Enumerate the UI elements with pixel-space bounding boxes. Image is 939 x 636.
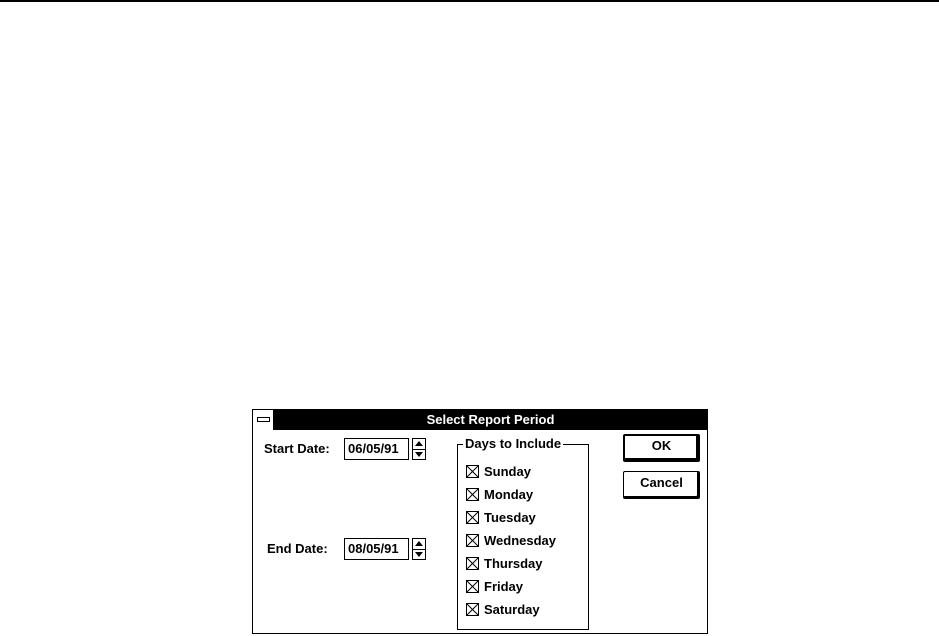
start-date-field[interactable]: 06/05/91 (344, 438, 409, 460)
checkbox-checked-icon[interactable] (466, 603, 479, 616)
days-to-include-group (457, 436, 589, 630)
select-report-period-dialog (252, 409, 708, 634)
checkbox-label: Monday (484, 487, 534, 502)
checkbox-checked-icon[interactable] (466, 580, 479, 593)
arrow-down-icon (415, 552, 423, 557)
dialog-titlebar[interactable] (253, 410, 707, 430)
checkbox-label: Sunday (484, 464, 531, 479)
arrow-up-icon (415, 441, 423, 446)
ok-button[interactable]: OK (623, 434, 700, 462)
checkbox-label: Thursday (484, 556, 543, 571)
start-date-label: Start Date: (264, 441, 330, 456)
end-date-label: End Date: (267, 541, 328, 556)
checkbox-label: Friday (484, 579, 524, 594)
cancel-button[interactable]: Cancel (623, 471, 700, 499)
checkbox-checked-icon[interactable] (466, 557, 479, 570)
checkbox-checked-icon[interactable] (466, 534, 479, 547)
start-date-spin-down-button[interactable] (413, 449, 425, 459)
end-date-field[interactable]: 08/05/91 (344, 538, 409, 560)
end-date-spin-down-button[interactable] (413, 549, 425, 559)
checkbox-label: Saturday (484, 602, 540, 617)
checkbox-label: Wednesday (484, 533, 557, 548)
dialog-title: Select Report Period (426, 412, 555, 427)
checkbox-label: Tuesday (484, 510, 536, 525)
checkbox-checked-icon[interactable] (466, 488, 479, 501)
top-rule (0, 0, 939, 2)
checkbox-checked-icon[interactable] (466, 465, 479, 478)
start-date-spinner (412, 438, 426, 460)
system-menu-icon (257, 417, 270, 422)
arrow-down-icon (415, 452, 423, 457)
days-group-label: Days to Include (465, 436, 562, 451)
checkbox-checked-icon[interactable] (466, 511, 479, 524)
arrow-up-icon (415, 541, 423, 546)
system-menu-button[interactable] (253, 410, 274, 430)
end-date-spinner (412, 538, 426, 560)
